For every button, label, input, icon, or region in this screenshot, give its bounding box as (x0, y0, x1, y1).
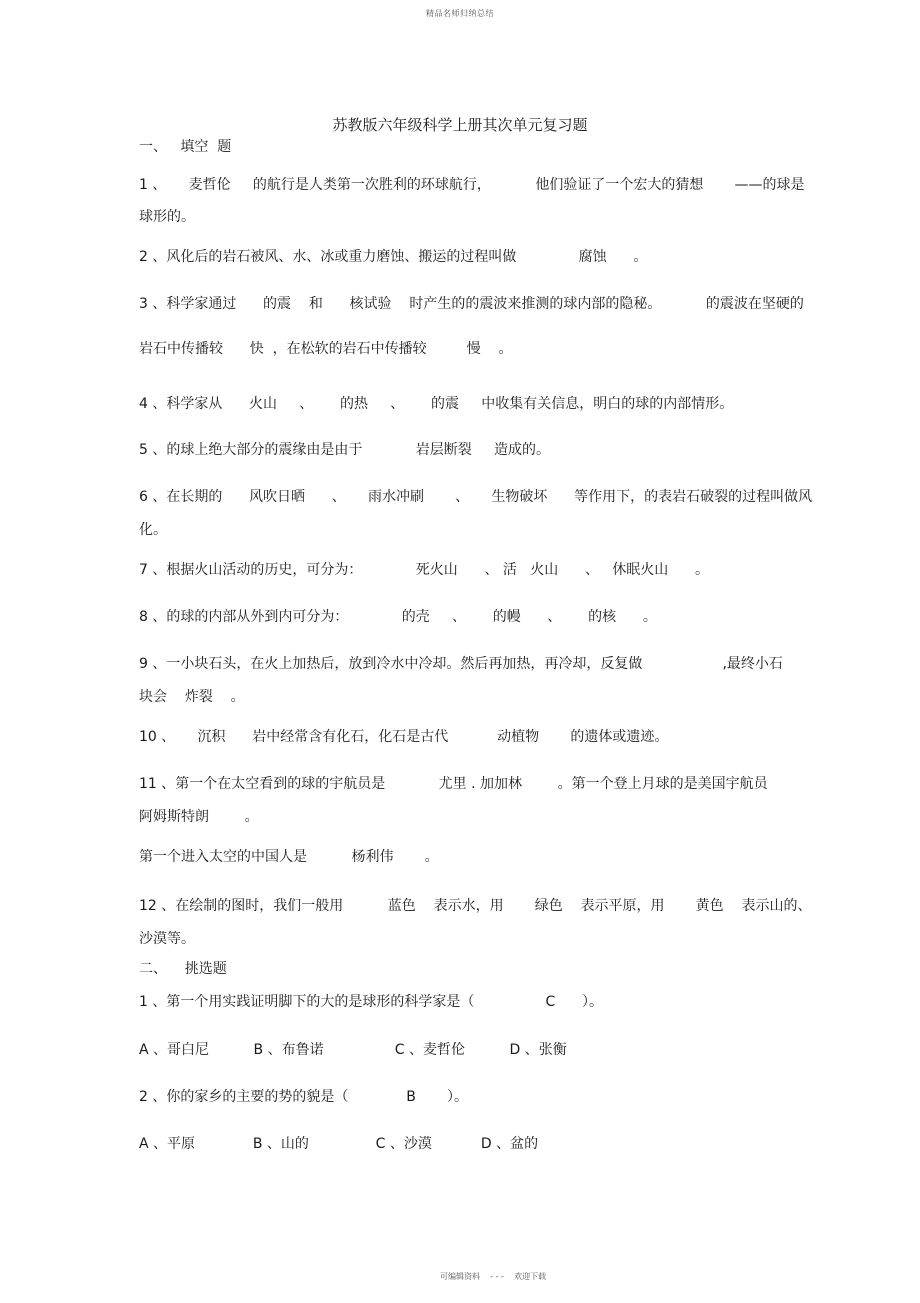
question-line: 3 、科学家通过 的震 和 核试验 时产生的的震波来推测的球内部的隐秘。 的震波在坚硬的 (139, 296, 804, 312)
choice-options: A 、平原 B 、山的 C 、沙漠 D 、盆的 (139, 1136, 539, 1152)
question-line: 阿姆斯特朗 。 (139, 809, 259, 825)
question-line: 球形的。 (139, 209, 195, 225)
question-line: 岩石中传播较 快 ，在松软的岩石中传播较 慢 。 (139, 341, 513, 357)
question-line: 8 、的球的内部从外到内可分为： 的壳 、 的幔 、 的核 。 (139, 609, 657, 625)
section-heading-multiple-choice: 二、 挑选题 (139, 961, 227, 977)
question-line: 7 、根据火山活动的历史，可分为： 死火山 、 活 火山 、 休眠火山 。 (139, 562, 710, 578)
question-line: 5 、的球上绝大部分的震缘由是由于 岩层断裂 造成的。 (139, 442, 551, 458)
section-heading-fill-blank: 一、 填空 题 (139, 139, 232, 155)
question-line: 块会 炸裂 。 (139, 689, 245, 705)
question-line: 第一个进入太空的中国人是 杨利伟 。 (139, 849, 439, 865)
question-line: 12 、在绘制的图时，我们一般用 蓝色 表示水，用 绿色 表示平原，用 黄色 表示山的、 (139, 898, 812, 914)
choice-question: 1 、第一个用实践证明脚下的大的是球形的科学家是（ C ）。 (139, 994, 604, 1010)
question-line: 2 、风化后的岩石被风、水、冰或重力磨蚀、搬运的过程叫做 腐蚀 。 (139, 249, 648, 265)
choice-question: 2 、你的家乡的主要的势的貌是（ B ）。 (139, 1089, 468, 1105)
page-footer: 可编辑资料 - - - 欢迎下载 (440, 1272, 547, 1281)
question-line: 化。 (139, 522, 167, 538)
question-line: 4 、科学家从 火山 、 的热 、 的震 中收集有关信息，明白的球的内部情形。 (139, 396, 734, 412)
question-line: 沙漠等。 (139, 931, 195, 947)
page-header: 精品名师归纳总结 (426, 9, 494, 18)
question-line: 9 、一小块石头，在火上加热后，放到冷水中冷却。然后再加热，再冷却，反复做 ,最终小石 (139, 656, 783, 672)
choice-options: A 、哥白尼 B 、布鲁诺 C 、麦哲伦 D 、张衡 (139, 1042, 567, 1058)
question-line: 11 、第一个在太空看到的球的宇航员是 尤里 . 加加林 。第一个登上月球的是美国宇航员 (139, 776, 768, 792)
question-line: 1 、 麦哲伦 的航行是人类第一次胜利的环球航行， 他们验证了一个宏大的猜想 ——的球是 (139, 177, 805, 193)
question-line: 6 、在长期的 风吹日晒 、 雨水冲刷 、 生物破坏 等作用下，的表岩石破裂的过程叫做风 (139, 489, 813, 505)
question-line: 10 、 沉积 岩中经常含有化石，化石是古代 动植物 的遗体或遗迹。 (139, 729, 669, 745)
document-title: 苏教版六年级科学上册其次单元复习题 (332, 116, 588, 134)
